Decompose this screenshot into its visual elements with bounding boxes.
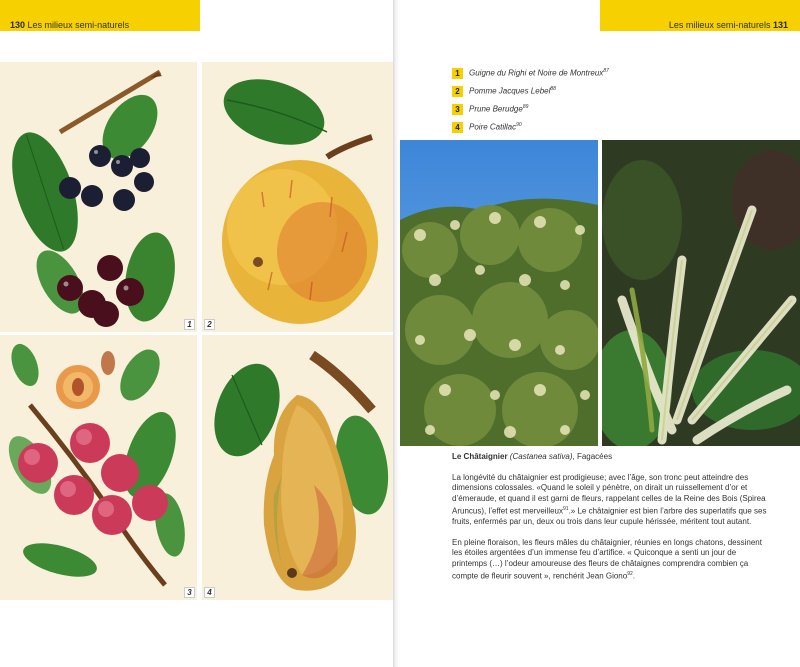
- plate-plums: [0, 335, 197, 600]
- legend-text: Prune Berudge$^{89}$: [469, 104, 529, 114]
- legend-number: 1: [452, 68, 463, 79]
- legend-text: Guigne du Righi et Noire de Montreux$^{87}$: [469, 68, 609, 78]
- article-paragraph-2: En pleine floraison, les fleurs mâles du châtaignier, réunies en longs chatons, dessinent les étoiles argentées d’un immense feu d’artifice. « Quiconque a senti un jour de printemps (…) l’odeur amoureuse des fleurs de châtaignes comprendra combien ça compte de fleurir souvent », renchérit Jean Giono$^{92}$.: [452, 537, 762, 581]
- legend-text: Pomme Jacques Lebel$^{88}$: [469, 86, 556, 96]
- cherries-illustration: [0, 62, 197, 332]
- pear-illustration: [202, 335, 393, 600]
- legend-item: [452, 82, 609, 100]
- legend-number: 3: [452, 104, 463, 115]
- article-heading: Le Châtaignier (Castanea sativa), Fagacées: [452, 452, 613, 461]
- running-title-left: Les milieux semi-naturels: [27, 20, 130, 30]
- article-paragraph-1: La longévité du châtaignier est prodigieuse; avec l’âge, son tronc peut atteindre des dimensions colossales. «Quand le soleil y pénètre, on dirait un ruissellement d’or et d’émeraude, et quand il est garni de fleurs, rappelant celles de la Reine des Bois (Spirea Aruncus), l’effet est merveilleux$^{91}$.» Le châtaignier est bien l’arbre des superlatifs que ses fruits, enfermés par un, deux ou trois dans leur cupule hérissée, méritent tout autant.: [452, 472, 767, 527]
- book-gutter: [393, 0, 400, 667]
- plate-cherries: [0, 62, 197, 332]
- article-text: [452, 452, 772, 592]
- plate-pear: [202, 335, 393, 600]
- page-number-right: 131: [772, 20, 788, 30]
- page-number-left: 130: [10, 20, 26, 30]
- plate-apple: [202, 62, 393, 332]
- running-header-left: [10, 20, 129, 30]
- plate-number-4: 4: [204, 587, 215, 598]
- legend-item: [452, 118, 609, 136]
- left-page: [0, 0, 393, 667]
- legend-text: Poire Catillac$^{90}$: [469, 122, 522, 132]
- running-header-right: [669, 20, 788, 30]
- plate-legend: [452, 64, 609, 136]
- apple-illustration: [202, 62, 393, 332]
- plate-number-2: 2: [204, 319, 215, 330]
- legend-item: [452, 64, 609, 82]
- plums-illustration: [0, 335, 197, 600]
- photo-chestnut-catkins: [602, 140, 800, 446]
- plate-number-3: 3: [184, 587, 195, 598]
- legend-item: [452, 100, 609, 118]
- legend-number: 4: [452, 122, 463, 133]
- plate-number-1: 1: [184, 319, 195, 330]
- running-title-right: Les milieux semi-naturels: [668, 20, 771, 30]
- photo-chestnut-tree: [400, 140, 598, 446]
- legend-number: 2: [452, 86, 463, 97]
